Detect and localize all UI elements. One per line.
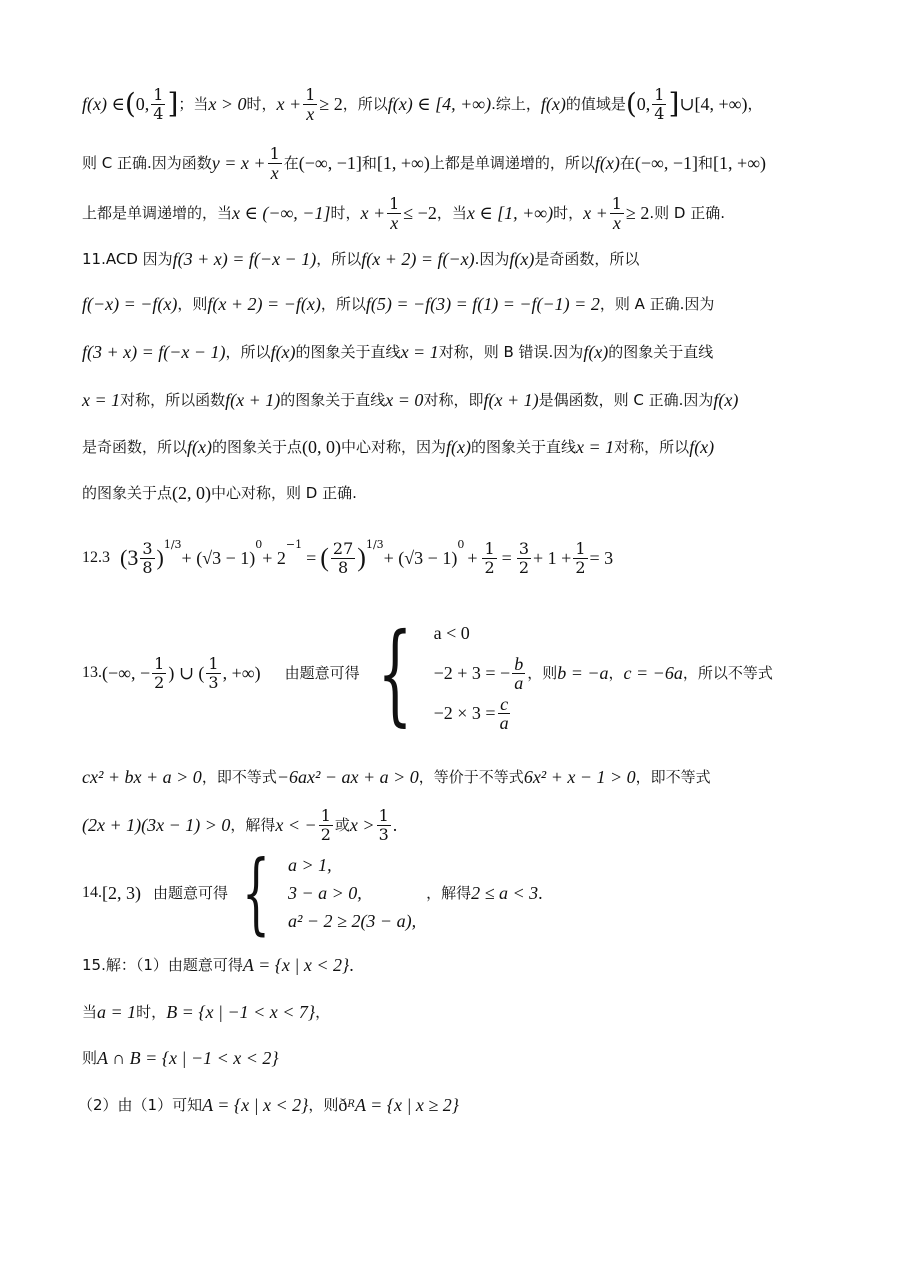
fraction <box>151 86 165 123</box>
expr: . <box>538 883 543 903</box>
exponent: 0 <box>457 538 465 551</box>
expr: 2 ≤ a < 3 <box>471 883 539 903</box>
case-system <box>228 841 417 944</box>
expr: y = x + <box>211 153 266 173</box>
case-line <box>288 879 416 907</box>
num: 1 <box>153 84 164 104</box>
expr: f(x + 1) <box>483 390 539 410</box>
text: 是奇函数，所以 <box>82 438 188 456</box>
line-18 <box>78 1083 459 1127</box>
expr: f(x) <box>509 249 535 269</box>
text: （2）由（1）可知 <box>78 1096 203 1114</box>
num: 1 <box>320 805 331 825</box>
text: ，即不等式 <box>635 768 711 786</box>
expr: c = −6a <box>623 663 683 683</box>
fraction <box>268 145 282 182</box>
num: 1 <box>269 143 280 163</box>
text: 由题意可得 <box>284 664 360 682</box>
fraction <box>652 86 666 123</box>
case-text: a > 1, <box>288 855 332 875</box>
line-17 <box>82 1036 279 1080</box>
case-text: −2 + 3 = − <box>433 663 511 683</box>
expr: f(x) ∈ [4, +∞) <box>387 94 492 114</box>
expr: x > 0 <box>208 94 247 114</box>
num: 1 <box>208 653 219 673</box>
text: 的图象关于直线 <box>608 343 714 361</box>
case-line <box>434 693 528 733</box>
den: x <box>612 212 621 233</box>
text: ，即不等式 <box>201 768 277 786</box>
expr: A ∩ B = {x | −1 < x < 2} <box>97 1048 279 1068</box>
subscript: R <box>347 1099 355 1110</box>
text: 的图象关于直线 <box>280 391 386 409</box>
text: 在 <box>283 154 299 172</box>
line-13 <box>82 803 397 847</box>
line-15 <box>82 943 354 987</box>
num: 3 <box>142 538 153 558</box>
fraction <box>517 540 531 577</box>
text: 对称，即 <box>423 391 484 409</box>
text: ，则 <box>308 1096 339 1114</box>
complement-symbol: ð <box>338 1095 348 1115</box>
text: 上都是单调递增的，所以 <box>429 154 595 172</box>
den: x <box>390 212 399 233</box>
text: ，当 <box>436 204 467 222</box>
text: ，解得 <box>230 816 276 834</box>
expr: (2, 0) <box>172 483 212 503</box>
den: 2 <box>518 557 530 577</box>
line-3 <box>82 191 725 235</box>
text: 中心对称，则 D 正确. <box>211 484 357 502</box>
fraction <box>140 540 154 577</box>
expr: = <box>306 548 317 568</box>
expr: f(x) <box>713 390 739 410</box>
brace: { <box>377 609 413 737</box>
den: 3 <box>378 824 389 844</box>
text: 时， <box>330 204 361 222</box>
case-text: 3 − a > 0, <box>288 883 362 903</box>
bracket: ] <box>668 87 680 120</box>
expr: 6x² + x − 1 > 0 <box>523 767 636 787</box>
item-number: 13. <box>82 664 102 681</box>
expr: (2x + 1)(3x − 1) > 0 <box>82 815 231 835</box>
expr: [1, +∞) <box>376 153 430 173</box>
num: c <box>500 693 509 714</box>
expr: x = 1 <box>400 342 439 362</box>
exponent: 0 <box>255 538 263 551</box>
expr: f(5) = −f(3) = f(1) = −f(−1) = 2 <box>365 294 600 314</box>
expr: (−∞, − <box>102 663 151 683</box>
den: 2 <box>575 557 586 577</box>
text: ， <box>747 95 763 113</box>
expr: −6ax² − ax + a > 0 <box>276 767 419 787</box>
expr: f(x + 1) <box>225 390 281 410</box>
line-4 <box>82 237 639 281</box>
case-line <box>288 851 416 879</box>
line-2 <box>82 141 766 185</box>
expr: b = −a <box>557 663 609 683</box>
text: 11.ACD 因为 <box>82 250 173 268</box>
expr: f(3 + x) = f(−x − 1) <box>82 342 226 362</box>
expr: (−∞, −1] <box>634 153 699 173</box>
expr: [1, +∞) <box>713 153 767 173</box>
expr: f(x) <box>540 94 566 114</box>
den: 8 <box>338 557 349 577</box>
exponent: −1 <box>285 538 303 551</box>
den: x <box>270 162 279 183</box>
fraction <box>387 195 401 232</box>
exponent: 1/3 <box>163 538 182 551</box>
text: ，则 <box>177 295 208 313</box>
expr: + 2 <box>262 548 286 568</box>
text: .则 D 正确. <box>649 204 725 222</box>
num: 1 <box>305 84 316 104</box>
case-system <box>360 609 528 737</box>
num: b <box>514 653 524 674</box>
expr: x < − <box>275 815 317 835</box>
expr: . <box>392 815 398 835</box>
case-line <box>288 907 416 935</box>
den: 2 <box>484 557 495 577</box>
expr: x + <box>360 203 386 223</box>
fraction <box>206 655 220 692</box>
expr: = <box>501 548 512 568</box>
expr: B = {x | −1 < x < 7} <box>166 1002 316 1022</box>
text: 对称，所以 <box>614 438 690 456</box>
fraction <box>610 195 624 232</box>
item-number: 12.3 <box>82 549 110 566</box>
text: 15.解：（1）由题意可得 <box>82 956 243 974</box>
case-line <box>434 653 528 693</box>
expr: ) <box>156 545 164 570</box>
expr: f(−x) = −f(x) <box>82 294 178 314</box>
line-5 <box>82 282 714 326</box>
den: 8 <box>142 557 153 577</box>
paren: ) <box>357 543 366 572</box>
expr: cx² + bx + a > 0 <box>82 767 202 787</box>
text: ，所以 <box>342 95 388 113</box>
text: 时， <box>246 95 277 113</box>
cases <box>434 613 528 733</box>
expr: ≤ −2 <box>403 203 437 223</box>
text: ，所以 <box>320 295 366 313</box>
text: .综上， <box>491 95 541 113</box>
num: 1 <box>484 538 495 558</box>
line-11 <box>82 598 773 748</box>
zero: 0, <box>135 94 150 114</box>
fraction <box>331 540 355 577</box>
text: ，所以 <box>316 250 362 268</box>
expr: x = 0 <box>385 390 424 410</box>
text: 在 <box>619 154 635 172</box>
fraction <box>319 807 333 844</box>
brace: { <box>242 841 271 944</box>
expr: + 1 + <box>533 548 572 568</box>
expr: x ∈ [1, +∞) <box>466 203 554 223</box>
text: ，所以 <box>225 343 271 361</box>
text: ，则 <box>527 664 558 682</box>
line-1 <box>82 82 762 126</box>
text: 的图象关于点 <box>212 438 303 456</box>
text: 中心对称，因为 <box>341 438 447 456</box>
text: ，等价于不等式 <box>418 768 524 786</box>
text: 的图象关于直线 <box>471 438 577 456</box>
num: 1 <box>389 193 400 213</box>
text: 的值域是 <box>565 95 626 113</box>
den: 4 <box>153 103 164 123</box>
expr: x ∈ (−∞, −1] <box>232 203 331 223</box>
text: ，所以不等式 <box>682 664 773 682</box>
expr: a = 1 <box>97 1002 137 1022</box>
expr: (−∞, −1] <box>298 153 362 173</box>
case-line <box>434 613 528 653</box>
paren: ( <box>320 543 329 572</box>
expr: f(x) <box>446 437 472 457</box>
line-7 <box>82 378 738 422</box>
fraction <box>377 807 391 844</box>
text: 或 <box>334 816 350 834</box>
line-12 <box>82 755 711 799</box>
num: 1 <box>154 653 165 673</box>
expr: , +∞) <box>222 663 261 683</box>
text: 则 <box>82 1049 98 1067</box>
text: ，则 A 正确.因为 <box>599 295 715 313</box>
expr: ∪[4, +∞) <box>679 94 748 114</box>
expr: x = 1 <box>82 390 121 410</box>
text: 对称，则 B 错误.因为 <box>438 343 584 361</box>
text: 是偶函数，则 C 正确.因为 <box>538 391 714 409</box>
num: 27 <box>332 538 354 558</box>
expr: f(x) <box>583 342 609 362</box>
expr: + <box>467 548 478 568</box>
den: 2 <box>320 824 331 844</box>
text: 上都是单调递增的，当 <box>82 204 233 222</box>
line-8 <box>82 425 714 469</box>
expr: A = {x | x ≥ 2} <box>354 1095 459 1115</box>
text: 的图象关于点 <box>82 484 173 502</box>
line-9 <box>82 471 357 515</box>
paren: ( <box>124 87 136 120</box>
den: 4 <box>654 103 665 123</box>
text: 的图象关于直线 <box>295 343 401 361</box>
expr: A = {x | x < 2} <box>242 955 350 975</box>
cases <box>288 851 416 935</box>
expr: f(x + 2) = −f(x) <box>207 294 321 314</box>
line-16 <box>82 990 330 1034</box>
text: ，解得 <box>426 884 472 902</box>
expr: x + <box>583 203 608 223</box>
paren: ( <box>625 87 637 120</box>
text: 由题意可得 <box>153 884 229 902</box>
expr: A = {x | x < 2} <box>202 1095 309 1115</box>
expr: (3 <box>120 545 139 570</box>
num: 1 <box>611 193 622 213</box>
text: ；当 <box>178 95 209 113</box>
text: .因为 <box>474 250 510 268</box>
expr: ) ∪ ( <box>168 663 205 683</box>
den: 2 <box>154 672 165 692</box>
expr: [2, 3) <box>102 883 141 903</box>
expr: . <box>349 955 354 975</box>
case-text: a < 0 <box>433 623 470 643</box>
expr: + (√3 − 1) <box>383 548 458 568</box>
expr: ≥ 2 <box>625 203 650 223</box>
expr: = 3 <box>589 548 614 568</box>
text: 对称，所以函数 <box>120 391 226 409</box>
expr: f(3 + x) = f(−x − 1) <box>172 249 317 269</box>
num: 1 <box>378 805 389 825</box>
expr: ≥ 2 <box>319 94 343 114</box>
expr: x + <box>276 94 302 114</box>
text: 时， <box>553 204 584 222</box>
den: a <box>514 672 524 693</box>
expr: f(x) <box>270 342 296 362</box>
zero: 0, <box>636 94 651 114</box>
fraction <box>303 86 317 123</box>
text: 时， <box>136 1003 167 1021</box>
line-10 <box>82 530 613 586</box>
text: 和 <box>361 154 377 172</box>
text: 则 C 正确.因为函数 <box>82 154 212 172</box>
expr: f(x) <box>594 153 620 173</box>
expr: f(x) <box>187 437 212 457</box>
fraction <box>573 540 587 577</box>
expr: f(x) ∈ <box>82 94 125 114</box>
line-6 <box>82 330 713 374</box>
text: 是奇函数，所以 <box>534 250 640 268</box>
expr: x = 1 <box>576 437 615 457</box>
num: 1 <box>654 84 665 104</box>
line-14 <box>82 841 543 944</box>
expr: + (√3 − 1) <box>181 548 256 568</box>
expr: f(x) <box>689 437 715 457</box>
den: x <box>306 103 315 124</box>
text: ， <box>608 664 624 682</box>
expr: x > <box>349 815 375 835</box>
item-number: 14. <box>82 884 102 901</box>
fraction <box>512 655 525 692</box>
fraction <box>498 695 511 732</box>
text: ， <box>315 1003 331 1021</box>
den: 3 <box>208 672 219 692</box>
expr: f(x + 2) = f(−x) <box>361 249 475 269</box>
expr: (0, 0) <box>302 437 342 457</box>
num: 3 <box>518 538 530 558</box>
den: a <box>499 712 509 733</box>
text: 和 <box>698 154 714 172</box>
text: 当 <box>82 1003 98 1021</box>
num: 1 <box>575 538 586 558</box>
case-text: −2 × 3 = <box>433 703 496 723</box>
fraction <box>482 540 496 577</box>
exponent: 1/3 <box>365 538 384 551</box>
bracket: ] <box>167 87 179 120</box>
fraction <box>152 655 166 692</box>
case-text: a² − 2 ≥ 2(3 − a), <box>288 911 417 931</box>
